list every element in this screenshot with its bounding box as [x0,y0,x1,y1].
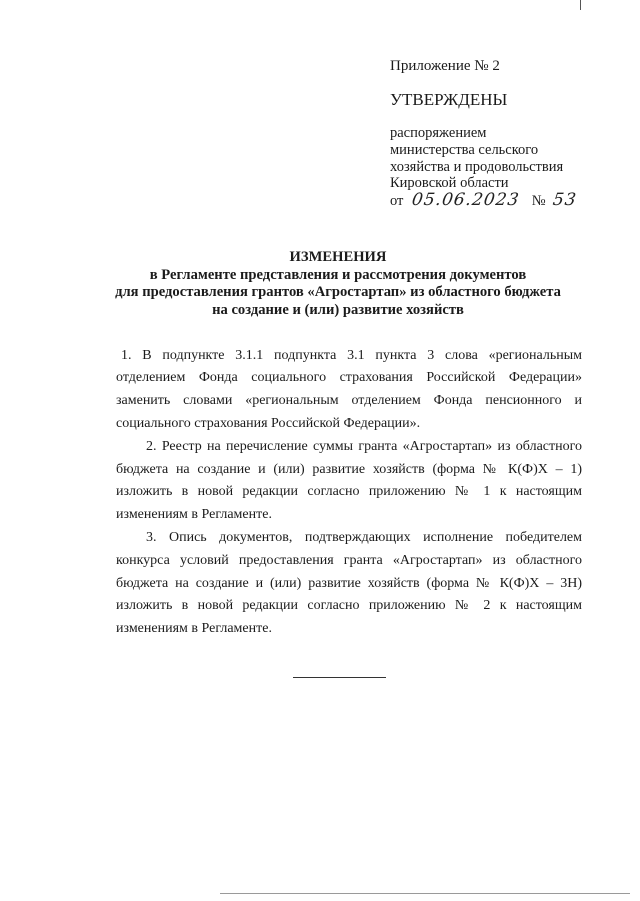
approval-date-line [390,190,576,210]
approved-label: УТВЕРЖДЕНЫ [390,90,508,109]
paragraph-line: 2. Реестр на перечисление суммы гранта «Агростартап» из областного [146,438,582,454]
scan-mark [580,0,581,10]
paragraph-line: изменениям в Регламенте. [116,507,272,523]
paragraph-line: изложить в новой редакции согласно приложению № 1 к настоящим [116,484,582,500]
paragraph-line: заменить словами «региональным отделением Фонда пенсионного и [116,393,582,409]
paragraph-3 [116,527,582,641]
approval-line: распоряжением [390,125,487,141]
number-sign: № [531,193,546,209]
approval-line: Кировской области [390,175,509,192]
paragraph-line: социального страхования Российской Федерации». [116,415,421,431]
paragraph-line: отделением Фонда социального страхования Российской Федерации» [116,370,582,386]
paragraph-line: 3. Опись документов, подтверждающих исполнение победителем [146,529,582,545]
document-body [116,345,582,641]
approval-line: хозяйства и продовольствия [390,158,564,175]
handwritten-number: 53 [551,190,578,210]
handwritten-date: 05.06.2023 [411,190,522,210]
date-prefix: от [390,193,404,209]
paragraph-line: конкурса условий предоставления гранта «Агростартап» из областного [116,552,582,568]
appendix-label: Приложение № 2 [390,58,500,74]
closing-rule [293,677,386,678]
paragraph-line: изменениям в Регламенте. [116,621,272,637]
paragraph-1 [116,345,582,436]
title-heading: ИЗМЕНЕНИЯ [289,249,387,265]
title-line: в Регламенте представления и рассмотрения документов [149,266,527,283]
approval-line: министерства сельского [390,141,539,158]
paragraph-line: бюджета на создание и (или) развитие хозяйств (форма № К(Ф)Х – 3Н) [116,575,582,591]
title-line: для предоставления грантов «Агростартап» из областного бюджета [115,284,561,301]
approval-block [390,125,563,192]
scan-bottom-line [220,893,630,894]
paragraph-line: бюджета на создание и (или) развитие хозяйств (форма № К(Ф)Х – 1) [116,461,582,477]
title-line: на создание и (или) развитие хозяйств [212,302,464,319]
paragraph-line: изложить в новой редакции согласно приложению № 2 к настоящим [116,598,582,614]
document-title [98,249,578,320]
paragraph-2 [116,436,582,527]
paragraph-line: 1. В подпункте 3.1.1 подпункта 3.1 пункта 3 слова «региональным [121,347,582,363]
